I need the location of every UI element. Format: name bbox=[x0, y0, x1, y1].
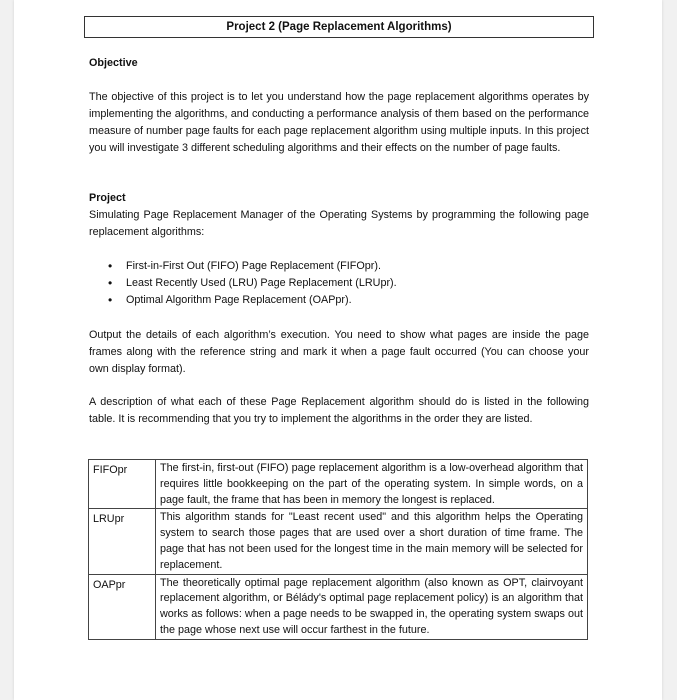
list-item: • First-in-First Out (FIFO) Page Replacement (FIFOpr). bbox=[106, 258, 397, 275]
table-intro-paragraph: A description of what each of these Page Replacement algorithm should do is listed in the following table. It is recommending that you try to implement the algorithms in the order they are listed. bbox=[89, 396, 589, 425]
algorithm-name-cell: LRUpr bbox=[89, 509, 156, 574]
table-row bbox=[89, 574, 588, 639]
project-intro-paragraph: Simulating Page Replacement Manager of the Operating Systems by programming the following page replacement algorithms: bbox=[89, 209, 589, 238]
list-item: • Optimal Algorithm Page Replacement (OAPpr). bbox=[106, 292, 397, 309]
algorithm-description-cell: This algorithm stands for "Least recent used" and this algorithm helps the Operating system to search those pages that are used over a short duration of time frame. The page that has not been used for the longest time in the main memory will be selected for replacement. bbox=[156, 509, 588, 574]
project-heading: Project bbox=[89, 192, 126, 204]
algorithm-description-cell: The theoretically optimal page replacement algorithm (also known as OPT, clairvoyant replacement algorithm, or Bélády's optimal page replacement policy) is an algorithm that works as follows: when a page needs to be swapped in, the operating system swaps out the page whose next use will occur farthest in the future. bbox=[156, 574, 588, 639]
page-title: Project 2 (Page Replacement Algorithms) bbox=[84, 16, 594, 38]
document-page bbox=[14, 0, 662, 700]
algorithm-name-cell: OAPpr bbox=[89, 574, 156, 639]
table-row bbox=[89, 460, 588, 509]
objective-paragraph: The objective of this project is to let you understand how the page replacement algorithms operates by implementing the algorithms, and conducting a performance analysis of them based on the performance measure of number page faults for each page replacement algorithm using multiple inputs. In this project you will investigate 3 different scheduling algorithms and their effects on the number of page faults. bbox=[89, 91, 589, 154]
objective-heading: Objective bbox=[89, 57, 138, 69]
list-item: • Least Recently Used (LRU) Page Replacement (LRUpr). bbox=[106, 275, 397, 292]
algorithm-description-cell: The first-in, first-out (FIFO) page replacement algorithm is a low-overhead algorithm that requires little bookkeeping on the part of the operating system. In simple words, on a page fault, the frame that has been in memory the longest is replaced. bbox=[156, 460, 588, 509]
algorithm-table bbox=[88, 459, 588, 640]
algorithm-name-cell: FIFOpr bbox=[89, 460, 156, 509]
table-row bbox=[89, 509, 588, 574]
output-paragraph: Output the details of each algorithm’s execution. You need to show what pages are inside the page frames along with the reference string and mark it when a page fault occurred (You can choose your own display format). bbox=[89, 329, 589, 375]
algorithm-list bbox=[106, 258, 397, 309]
